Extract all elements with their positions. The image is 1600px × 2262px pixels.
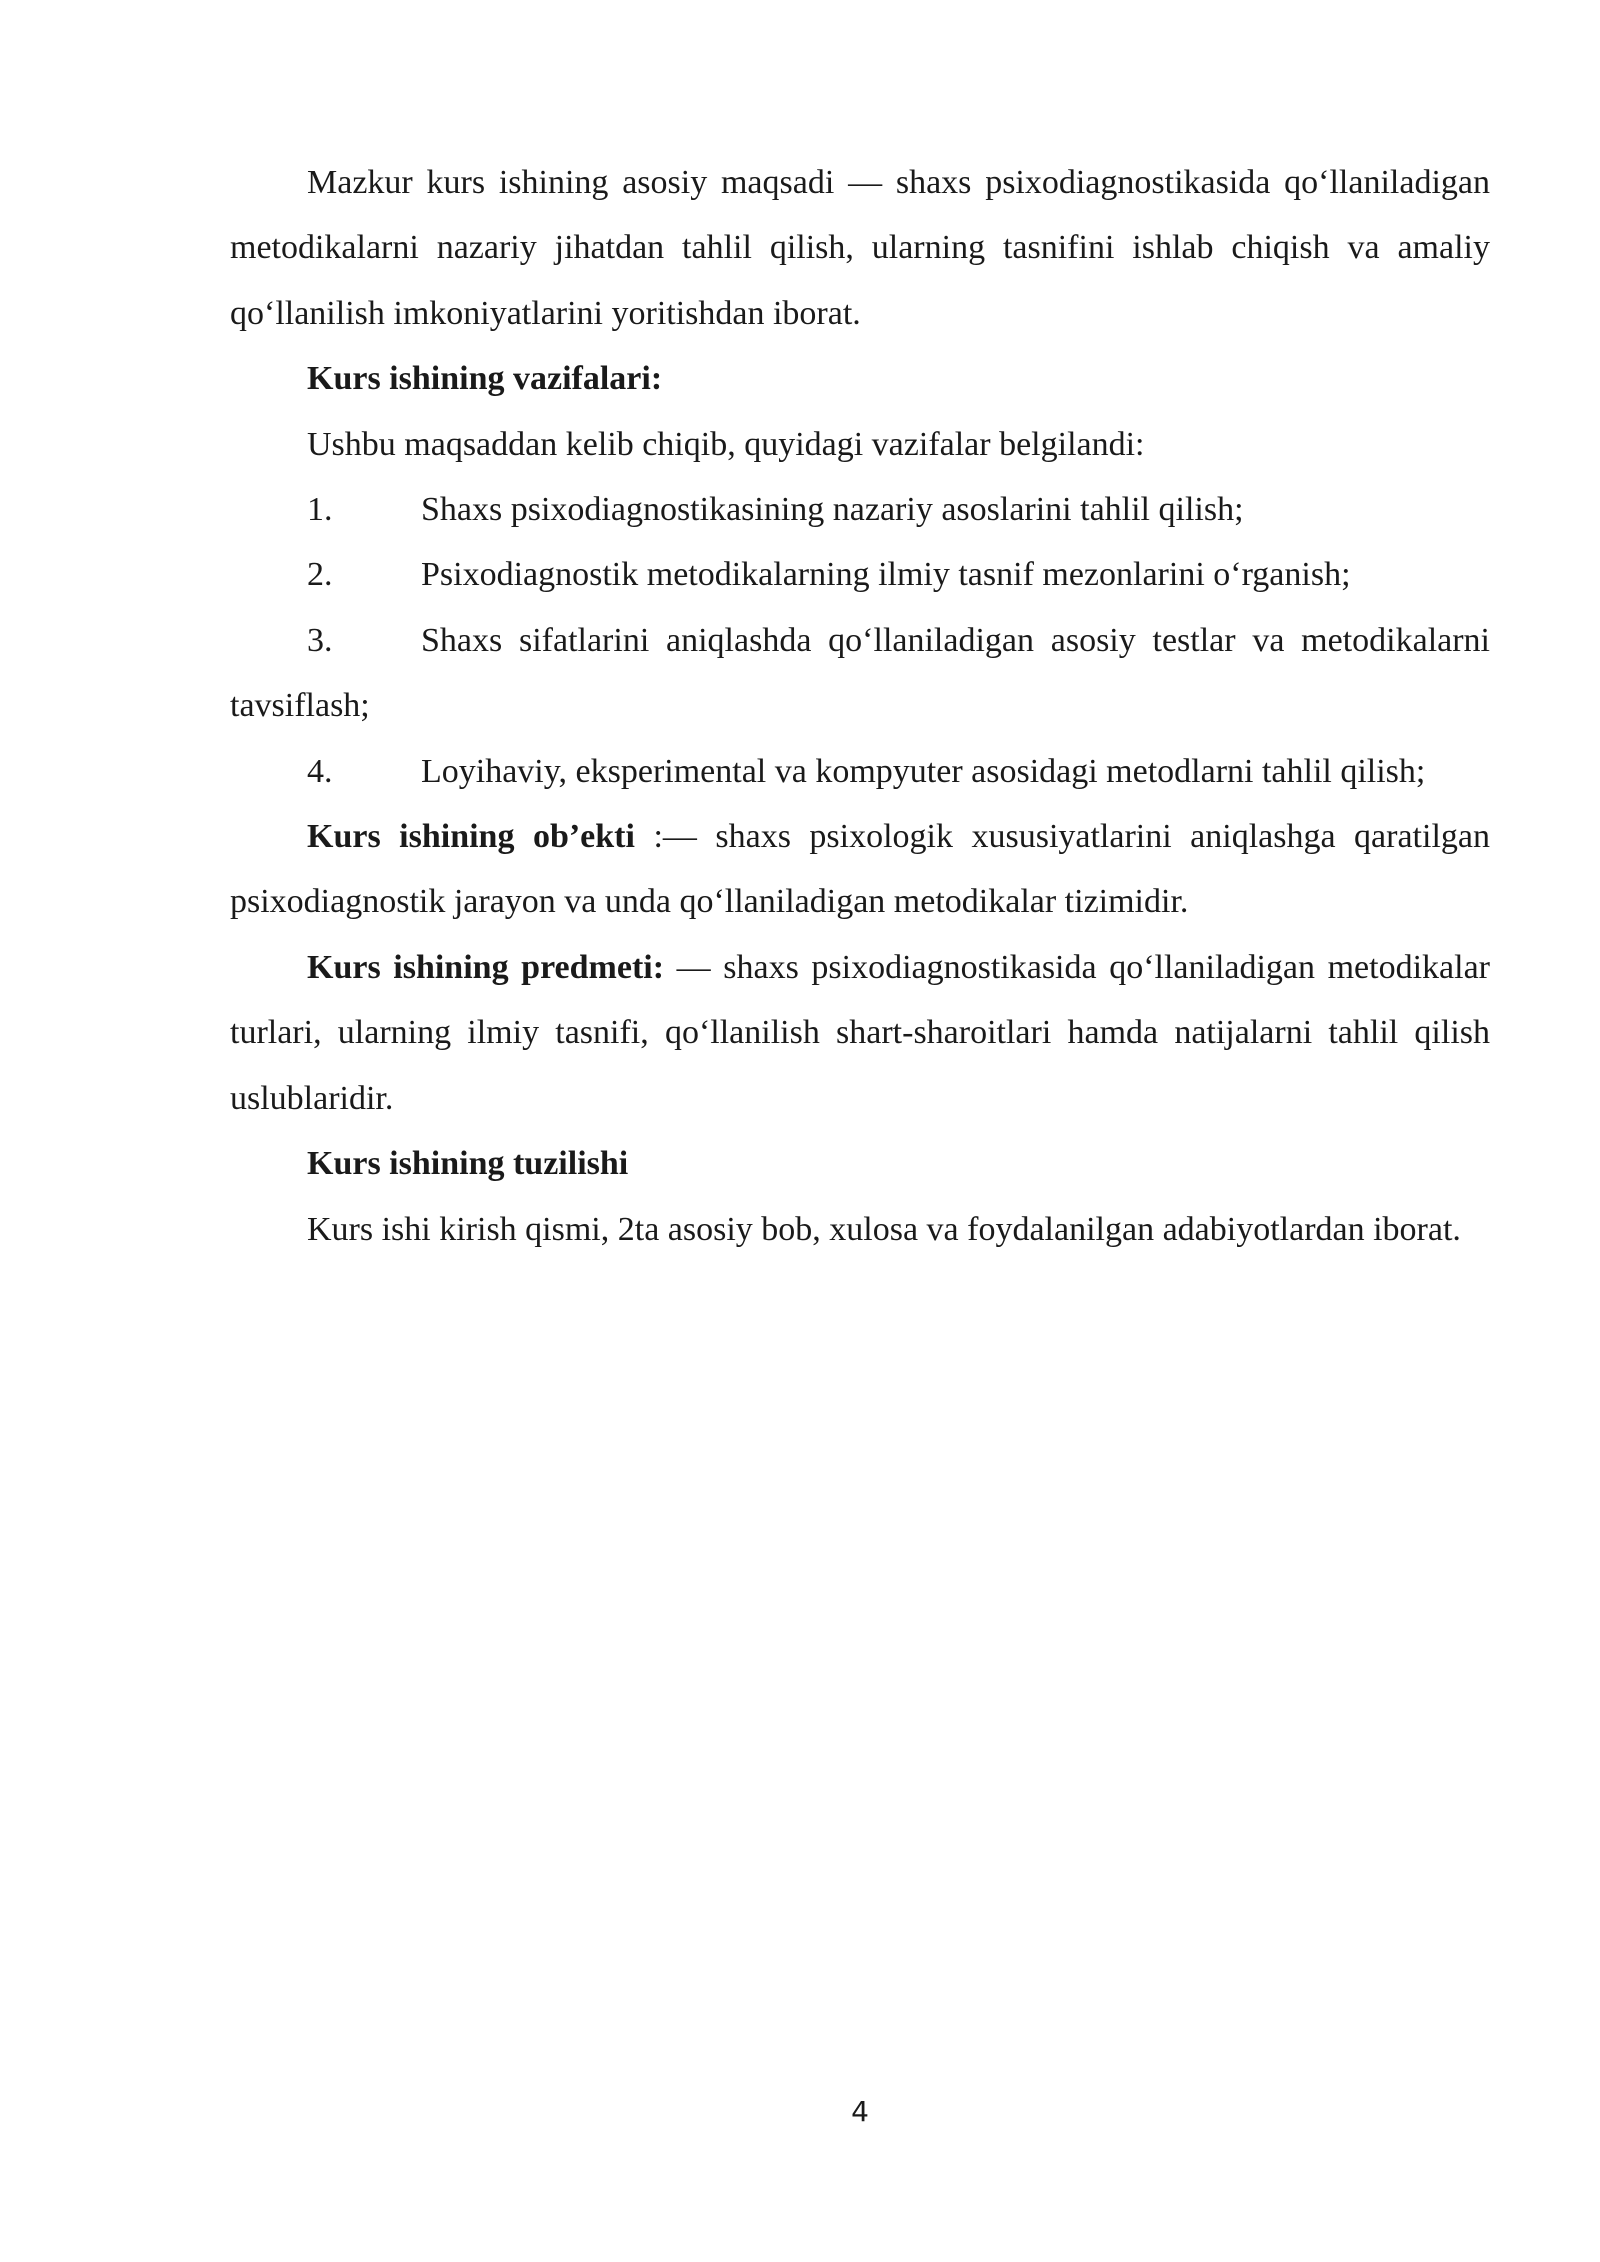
tasks-heading: Kurs ishining vazifalari: [307,360,663,398]
intro-paragraph: Mazkur kurs ishining asosiy maqsadi — shaxs psixodiagnostikasida qo‘llaniladigan metodikalarni nazariy jihatdan tahlil qilish, ularning tasnifini ishlab chiqish va amaliy qo‘llanilish imkoniyatlarini yoritishdan iborat. [230,164,1490,332]
task-number: 3. [307,621,333,659]
task-text: Shaxs sifatlarini aniqlashda qo‘llaniladigan asosiy testlar va metodikalarni tavsiflash; [230,621,1490,725]
task-text: Psixodiagnostik metodikalarning ilmiy tasnif mezonlarini o‘rganish; [421,556,1351,594]
task-item-4 [230,739,1490,804]
subject-label: Kurs ishining predmeti: [307,948,665,986]
object-text: :— shaxs psixologik xususiyatlarini aniqlashga qaratilgan psixodiagnostik jarayon va unda qo‘llaniladigan metodikalar tizimidir. [230,818,1490,921]
object-paragraph [230,804,1490,935]
structure-heading: Kurs ishining tuzilishi [307,1145,629,1183]
task-number: 2. [307,556,333,594]
task-number: 4. [307,752,333,790]
subject-text: — shaxs psixodiagnostikasida qo‘llaniladigan metodikalar turlari, ularning ilmiy tasnifi, qo‘llanilish shart-sharoitlari hamda natijalarni tahlil qilish uslublaridir. [230,948,1490,1117]
object-label: Kurs ishining ob’ekti [307,818,635,856]
task-item-1 [230,477,1490,542]
task-text: Loyihaviy, eksperimental va kompyuter asosidagi metodlarni tahlil qilish; [421,752,1426,790]
task-item-2 [230,542,1490,607]
document-page [230,150,1490,1262]
tasks-intro: Ushbu maqsaddan kelib chiqib, quyidagi vazifalar belgilandi: [307,425,1145,463]
task-text: Shaxs psixodiagnostikasining nazariy asoslarini tahlil qilish; [421,491,1244,529]
page-number: 4 [851,2095,869,2128]
task-item-3 [230,608,1490,739]
structure-paragraph: Kurs ishi kirish qismi, 2ta asosiy bob, xulosa va foydalanilgan adabiyotlardan iborat. [307,1210,1461,1248]
subject-paragraph [230,935,1490,1131]
task-number: 1. [307,491,333,529]
